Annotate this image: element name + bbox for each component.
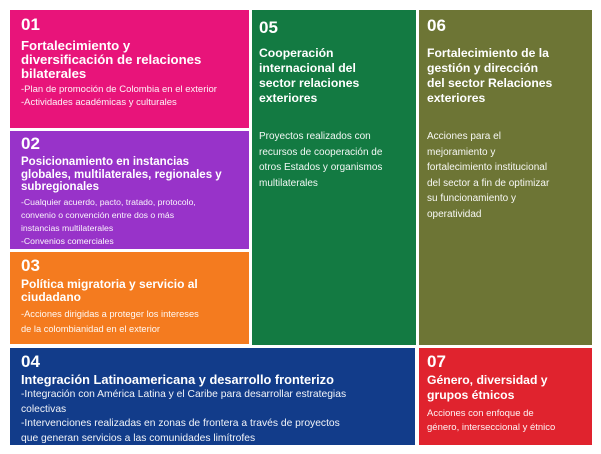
tile-03-migration-policy	[10, 252, 249, 344]
body-line: colectivas	[21, 403, 67, 415]
tile-body	[427, 407, 586, 435]
title-line: globales, multilaterales, regionales y	[21, 168, 222, 181]
tile-02-global-positioning	[10, 131, 249, 249]
title-line: gestión y dirección	[427, 61, 539, 75]
body-line: fortalecimiento institucional	[427, 162, 548, 173]
body-line: que generan servicios a las comunidades limítrofes	[21, 432, 256, 444]
title-line: Integración Latinoamericana y desarrollo fronterizo	[21, 372, 334, 387]
body-line: Proyectos realizados con	[259, 131, 371, 142]
title-line: grupos étnicos	[427, 388, 515, 402]
tile-title	[427, 373, 586, 403]
tile-number: 07	[427, 352, 446, 371]
title-line: ciudadano	[21, 290, 82, 304]
title-line: sector relaciones	[259, 76, 360, 90]
tile-body	[427, 129, 586, 222]
title-line: exteriores	[427, 91, 486, 105]
body-line: -Convenios comerciales	[21, 235, 114, 246]
tile-body	[21, 196, 241, 248]
tile-06-sector-management	[419, 10, 592, 345]
body-line: recursos de cooperación de	[259, 146, 383, 158]
body-line: otros Estados y organismos	[259, 162, 383, 173]
title-line: del sector Relaciones	[427, 76, 553, 90]
body-line: -Plan de promoción de Colombia en el exterior	[21, 84, 217, 95]
body-line: -Acciones dirigidas a proteger los intereses	[21, 309, 199, 319]
body-line: su funcionamiento y	[427, 193, 516, 204]
tile-number: 05	[259, 18, 278, 37]
body-line: de la colombianidad en el exterior	[21, 324, 161, 334]
tile-title	[21, 278, 241, 304]
tile-body	[21, 388, 407, 445]
body-line: -Actividades académicas y culturales	[21, 97, 177, 108]
tile-05-international-cooperation	[252, 10, 416, 345]
title-line: exteriores	[259, 91, 318, 105]
tile-body	[259, 129, 410, 191]
body-line: convenio o convención entre dos o más	[21, 209, 175, 220]
tile-body	[21, 307, 241, 337]
body-line: del sector a fin de optimizar	[427, 177, 550, 189]
tile-title	[427, 46, 586, 106]
title-line: Política migratoria y servicio al	[21, 277, 198, 291]
title-line: diversificación de relaciones	[21, 52, 202, 67]
title-line: subregionales	[21, 181, 99, 193]
body-line: género, interseccional y étnico	[427, 422, 556, 433]
tile-number: 01	[21, 15, 40, 34]
tile-04-latin-american-integration	[10, 348, 415, 445]
tile-number: 02	[21, 134, 40, 153]
body-line: Acciones con enfoque de	[427, 408, 534, 419]
tile-number: 03	[21, 256, 40, 275]
body-line: -Intervenciones realizadas en zonas de frontera a través de proyectos	[21, 418, 340, 429]
title-line: Género, diversidad y	[427, 373, 548, 387]
body-line: instancias multilaterales	[21, 222, 114, 233]
tile-title	[21, 373, 407, 387]
tile-title	[21, 39, 241, 81]
tile-title	[259, 46, 410, 106]
title-line: bilaterales	[21, 66, 87, 81]
tile-07-gender-diversity	[419, 348, 592, 445]
body-line: operatividad	[427, 208, 482, 220]
title-line: Fortalecimiento y	[21, 38, 131, 53]
body-line: multilaterales	[259, 177, 318, 189]
body-line: Acciones para el	[427, 131, 501, 142]
tile-title	[21, 156, 241, 194]
tile-01-bilateral-relations	[10, 10, 249, 128]
body-line: mejoramiento y	[427, 146, 496, 158]
title-line: internacional del	[259, 61, 356, 75]
title-line: Fortalecimiento de la	[427, 46, 549, 60]
tile-number: 06	[427, 16, 446, 35]
tile-body	[21, 83, 241, 109]
body-line: -Cualquier acuerdo, pacto, tratado, protocolo,	[21, 196, 196, 207]
title-line: Posicionamiento en instancias	[21, 156, 190, 168]
title-line: Cooperación	[259, 46, 334, 60]
tile-number: 04	[21, 352, 40, 371]
body-line: -Integración con América Latina y el Caribe para desarrollar estrategias	[21, 389, 347, 400]
